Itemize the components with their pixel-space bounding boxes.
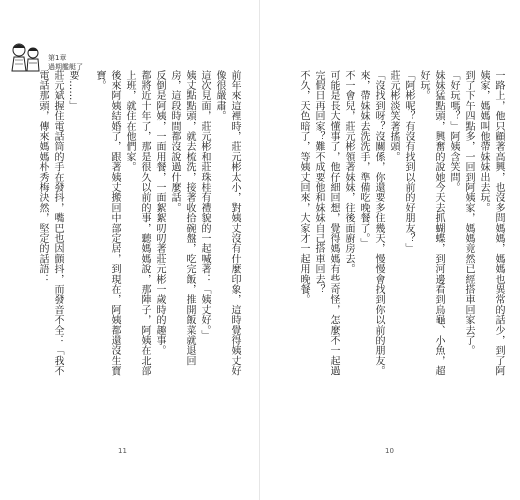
text-line: 來，帶妹妹去洗洗手，準備吃晚餐了。」 [358, 70, 369, 249]
text-spacer [80, 70, 92, 435]
text-line: 像很嚴肅。 [214, 70, 225, 121]
text-line: 到了下午四點多，一回到阿姨家，媽媽竟然已經搭車回家去了。 [463, 70, 474, 356]
text-line: 姨丈點點頭，就去梳洗，接著收拾碗盤，吃完飯，推開飯菜就退回 [184, 70, 195, 366]
chapter-number: 第1章 [48, 54, 67, 62]
text-line: 姨家，媽媽叫他帶妹妹出去玩。 [478, 70, 489, 213]
text-line: 莊元斌握住電話筒的手在發抖，嘴巴也因顫抖，而發音不全：「我不 [52, 70, 63, 376]
page-number: 11 [118, 447, 127, 455]
chapter-header [8, 40, 83, 74]
text-line: 都將近十年了，那是很久以前的事，聽媽媽說，那陣子，阿姨在北部 [139, 70, 150, 376]
text-line: 妹妹猛點頭，興奮的說她今天去抓蝴蝶，到河邊看到烏龜、小魚，超 [433, 70, 444, 376]
text-line: 一路上，他只顧著高興，也沒多問媽媽，媽媽也異常的話少，到了阿 [493, 70, 504, 376]
right-page-text [268, 70, 506, 435]
children-illustration-icon [8, 40, 44, 74]
left-page-text [6, 70, 254, 435]
text-line: 房，這段時間都沒說過什麼話。 [169, 70, 180, 213]
text-line: 莊元彬淡笑著搖頭。 [388, 70, 399, 162]
text-line: 電話那頭，傳來媽媽朴秀梅決然，堅定的話語： [37, 70, 48, 285]
text-line: 要……」 [67, 70, 78, 111]
text-line: 「沒找到呀？沒關係，你還要多住幾天，慢慢會找到你以前的朋友。 [373, 70, 384, 376]
text-line: 不久，天色暗了，等姨丈回來，大家才一起用晚餐。 [298, 70, 309, 305]
text-spacer [242, 70, 254, 435]
text-line: 好玩。 [418, 70, 429, 101]
right-page [260, 0, 520, 500]
text-line: 後來阿姨結婚了，跟著姨丈搬回中部定居，到現在，阿姨都還沒生寶 [109, 70, 120, 376]
text-line: 可能是長大懂事了，他仔細回想，覺得媽媽有些奇怪，怎麼不一起過 [328, 70, 339, 376]
text-line: 寶。 [94, 70, 105, 91]
text-line: 完假日再回家？難不成要他和妹妹自己搭車回去？ [313, 70, 324, 295]
text-line: 上班，就住在他們家。 [124, 70, 135, 172]
text-line: 「好玩嗎？」阿姨含笑問。 [448, 70, 459, 193]
text-line: 「阿彬呢？有沒有找到以前的好朋友？」 [403, 70, 414, 254]
text-line: 反倒是阿姨，一面用餐，一面絮絮叨叨著莊元彬一歲時的趣事。 [154, 70, 165, 356]
text-line: 這次見面，莊元彬和莊珠桂有禮貌的一起喊著：「姨丈好。」 [199, 70, 210, 341]
text-line: 不一會兒，莊元彬領著妹妹，往後面廚房去。 [343, 70, 354, 274]
page-number: 10 [385, 447, 394, 455]
text-line: 前年來這裡時，莊元彬太小，對姨丈沒有什麼印象，這時覺得姨丈好 [229, 70, 240, 376]
chapter-title: 過期艦艇了 [48, 63, 83, 71]
